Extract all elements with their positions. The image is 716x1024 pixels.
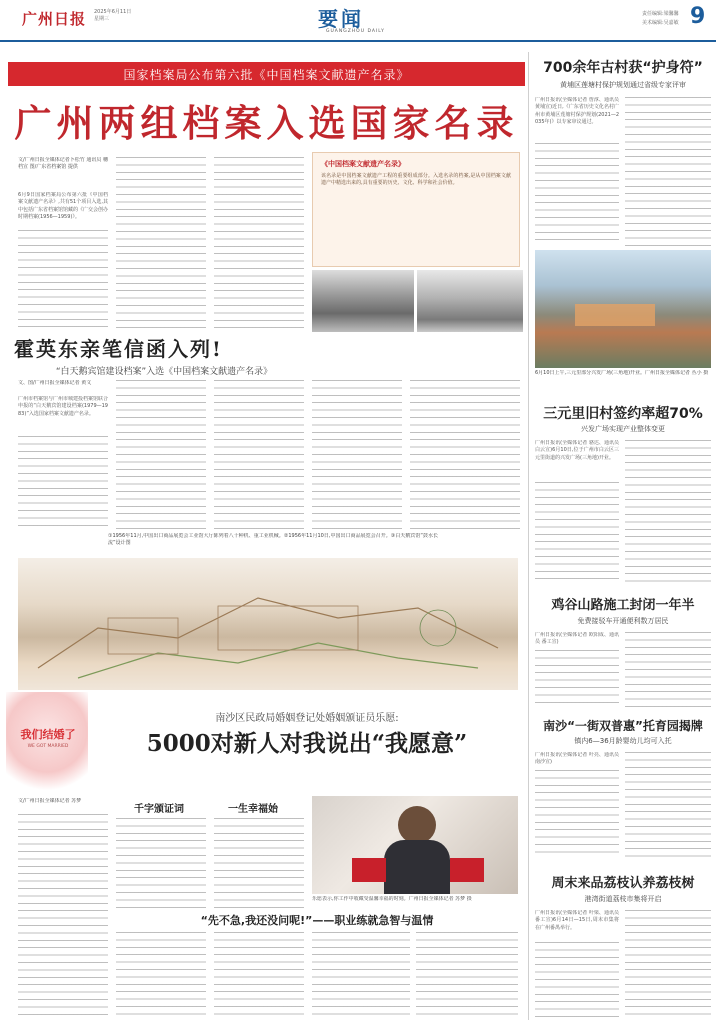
wedding-col-2 — [116, 818, 206, 908]
photo-hall — [312, 270, 414, 332]
drawing-sketch-svg — [18, 558, 518, 690]
right1-photo-roof — [575, 304, 655, 326]
right2-col-2 — [625, 440, 711, 582]
huo-col-1 — [18, 436, 108, 528]
right2-col-1 — [535, 482, 619, 582]
section-title-en: GUANGZHOU DAILY — [326, 29, 385, 34]
lead-col-3 — [214, 157, 304, 329]
right1-byline: 广州日报讯(全媒体记者 詹淳、通讯员 黄埔宣)近日,《广东省历史文化名村广州市黄埔区莲塘村保护规划(2021—2035年)》以专家审议通过。 — [535, 97, 619, 126]
wedding-byline: 文/广州日报全媒体记者 苏梦 — [18, 798, 82, 804]
masthead — [0, 0, 716, 40]
wedding-sub2: 一生幸福始 — [228, 804, 278, 814]
right3-col-1 — [535, 650, 619, 708]
lead-info-box — [312, 152, 520, 267]
huo-subhead: “白天鹅宾馆建设档案”入选《中国档案文献遗产名录》 — [55, 367, 273, 376]
wedding-col-1 — [18, 814, 108, 1018]
right3-col-2 — [625, 632, 711, 708]
page-number: 9 — [690, 4, 706, 29]
right5-subhead: 港湾街道荔枝市集将开启 — [584, 895, 662, 903]
lead-box-title: 《中国档案文献遗产名录》 — [321, 160, 405, 168]
right2-headline: 三元里旧村签约率超70% — [543, 406, 703, 422]
wedding-badge — [6, 692, 88, 792]
right2-subhead: 兴发广场实现产业整体变更 — [581, 425, 665, 433]
lead-byline: 文/广州日报全媒体记者卜松竹 通讯员 穗档宣 图/广东省档案馆 提供 — [18, 157, 108, 171]
right5-col-1 — [535, 942, 619, 1018]
huo-headline: 霍英东亲笔信函入列! — [14, 337, 223, 361]
huo-col-2 — [116, 380, 206, 530]
lead-headline: 广州两组档案入选国家名录 — [14, 101, 519, 145]
lead-col-1 — [18, 230, 108, 330]
right2-byline: 广州日报讯(全媒体记者 骆达、通讯员 白云宣)6月10日,位于广州市白云区三元里街道的兴发广场(三角地)开业。 — [535, 440, 619, 461]
right4-col-2 — [625, 752, 711, 858]
lead-col-2 — [116, 157, 206, 329]
wedding-photo — [312, 796, 518, 894]
wedding-headline: 5000对新人对我说出“我愿意” — [146, 730, 468, 757]
right1-photo — [535, 250, 711, 368]
wedding-certificate-icon — [352, 858, 386, 882]
right4-col-1 — [535, 770, 619, 858]
right4-byline: 广州日报讯(全媒体记者 叶亮、通讯员 南沙宣) — [535, 752, 619, 766]
masthead-rule — [0, 40, 716, 42]
right5-col-2 — [625, 910, 711, 1018]
wedding-col-6 — [312, 932, 410, 1018]
wedding-certificate-2-icon — [450, 858, 484, 882]
right3-byline: 广州日报讯(全媒体记者 欧阳成、通讯员 番工宣) — [535, 632, 619, 646]
right3-subhead: 免费接驳车开通便利数万居民 — [577, 617, 669, 625]
date-line: 2025年6月11日 星期三 — [94, 9, 132, 22]
right1-col-2 — [625, 97, 711, 246]
right4-subhead: 镇内6—36月龄婴幼儿均可入托 — [574, 737, 672, 745]
wedding-kicker: 南沙区民政局婚姻登记处婚姻颁证员乐愿: — [215, 713, 399, 723]
wedding-col-4 — [116, 932, 206, 1018]
right1-col-1 — [535, 143, 619, 246]
right5-headline: 周末来品荔枝认养荔枝树 — [551, 876, 695, 891]
editor-2: 美术编辑:吴嘉敏 — [642, 20, 679, 26]
photo-captions-top: ①1956年11月,中国出口商品展览会工业馆大厅陈列着八十种机、重工业机械。②1956年11月10日,中国出口商品展览会召开。③白天鹅宾馆“鼓水长流”设计图 — [108, 533, 438, 547]
wedding-badge-title: 我们结婚了 — [20, 728, 76, 741]
wedding-photo-caption: 乐愿表示,你工作中收藏受温馨幸福的时刻。广州日报全媒体记者 苏梦 摄 — [312, 896, 472, 902]
huo-col-4 — [312, 380, 402, 530]
editor-1: 责任编辑:梁馨馨 — [642, 11, 679, 17]
huo-lead: 广州市档案馆与广州市城建投档案馆联合申报的“白天鹅宾馆建设档案(1979—1983)”入选国家档案文献遗产名录。 — [18, 396, 108, 417]
right5-byline: 广州日报讯(全媒体记者 叶梁、通讯员 番工宣)6月14日—15日,周末市集将在广州番禺举行。 — [535, 910, 619, 931]
wedding-quote: “先不急,我还没问呢!”——职业练就急智与温情 — [200, 914, 434, 927]
wedding-sub1: 千字颁证词 — [134, 804, 184, 814]
column-divider — [528, 52, 529, 1020]
lead-kicker-bar — [8, 62, 525, 86]
wedding-badge-sub: WE GOT MARRIED — [27, 744, 69, 749]
huo-byline: 文、图/广州日报全媒体记者 黄文 — [18, 380, 92, 386]
newspaper-logo: 广州日报 — [22, 10, 87, 28]
huo-col-3 — [214, 380, 304, 530]
right1-subhead: 黄埔区莲塘村保护规划通过省级专家评审 — [560, 81, 686, 89]
wedding-col-3 — [214, 818, 304, 908]
section-title: 要闻 — [318, 7, 364, 31]
photo-building — [417, 270, 523, 332]
wedding-person-body — [384, 840, 450, 894]
lead-box-text: 该名录是中国档案文献遗产工程的重要组成部分。入选名录的档案,是从中国档案文献遗产中精选出来的,具有重要的历史、文化、科学和社会价值。 — [321, 173, 511, 187]
illustration-drawing — [18, 558, 518, 690]
lead-kicker: 国家档案局公布第六批《中国档案文献遗产名录》 — [123, 67, 410, 82]
wedding-person — [398, 806, 436, 844]
right1-caption: 6月10日上午,三元里部分兴发广场(三角地)开业。广州日报全媒体记者 丛小 摄 — [535, 370, 709, 376]
huo-col-5 — [410, 380, 520, 530]
lead-intro: 6月9日国家档案局公布第六批《中国档案文献遗产名录》,共有51个项目入选,其中包括广东省档案馆馆藏的《广交会创办时期档案(1956—1959)》。 — [18, 192, 108, 221]
right3-headline: 鸡谷山路施工封闭一年半 — [551, 598, 695, 613]
right4-headline: 南沙“一街双普惠”托育园揭牌 — [543, 719, 703, 733]
right1-headline: 700余年古村获“护身符” — [543, 60, 703, 76]
wedding-col-5 — [214, 932, 304, 1018]
wedding-col-7 — [416, 932, 518, 1018]
